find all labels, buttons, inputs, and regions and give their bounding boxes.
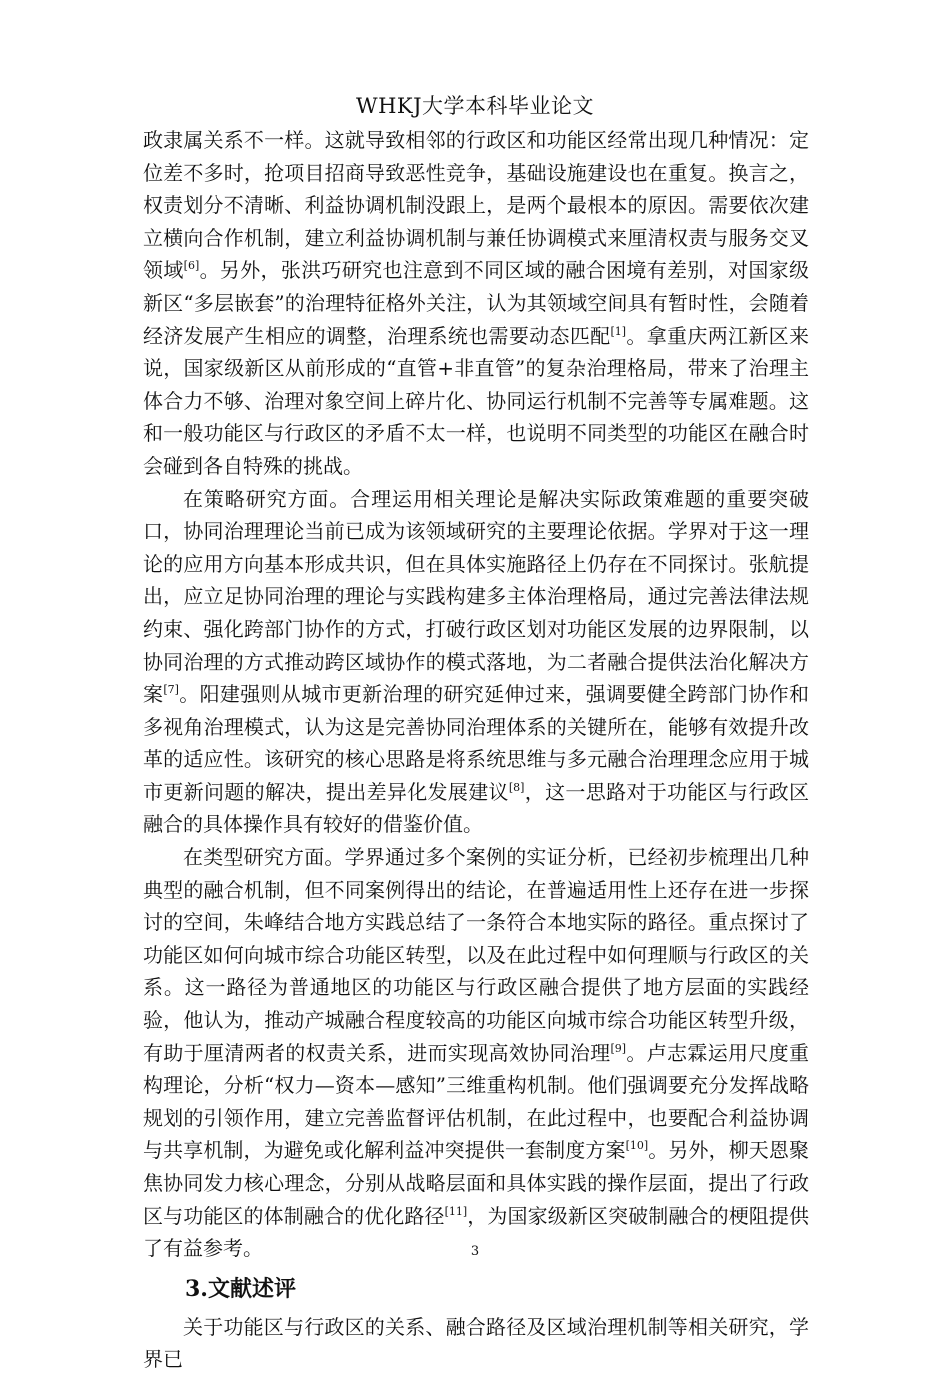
section-heading-literature-review: 3.文献述评 [185, 1275, 296, 1302]
paragraph-4: 关于功能区与行政区的关系、融合路径及区域治理机制等相关研究，学界已 [143, 1314, 809, 1372]
page-number: 3 [470, 1244, 480, 1259]
paragraph-2: 在策略研究方面。合理运用相关理论是解决实际政策难题的重要突破口，协同治理理论当前已成为该领域研究的主要理论依据。学界对于这一理论的应用方向基本形成共识，但在具体实施路径上仍存在不同探讨。张航提出，应立足协同治理的理论与实践构建多主体治理格局，通过完善法律法规约束、强化跨部门协作的方式，打破行政区划对功能区发展的边界限制，以协同治理的方式推动跨区域协作的模式落地，为二者融合提供法治化解决方案[7]。阳建强则从城市更新治理的研究延伸过来，强调要健全跨部门协作和多视角治理模式，认为这是完善协同治理体系的关键所在，能够有效提升改革的适应性。该研究的核心思路是将系统思维与多元融合治理理念应用于城市更新问题的解决，提出差异化发展建议[8]，这一思路对于功能区与行政区融合的具体操作具有较好的借鉴价值。 [143, 486, 810, 837]
citation-7: [7] [163, 683, 179, 697]
citation-11: [11] [444, 1204, 468, 1218]
citation-9: [9] [610, 1041, 627, 1055]
citation-6: [6] [183, 259, 200, 273]
body-text [143, 124, 809, 1376]
citation-1: [1] [610, 324, 627, 338]
citation-10: [10] [625, 1139, 649, 1153]
paragraph-1: 政隶属关系不一样。这就导致相邻的行政区和功能区经常出现几种情况：定位差不多时，抢项目招商导致恶性竞争，基础设施建设也在重复。换言之，权责划分不清晰、利益协调机制没跟上，是两个最根本的原因。需要依次建立横向合作机制，建立利益协调机制与兼任协调模式来厘清权责与服务交叉领域[6]。另外，张洪巧研究也注意到不同区域的融合困境有差别，对国家级新区“多层嵌套”的治理特征格外关注，认为其领域空间具有暂时性，会随着经济发展产生相应的调整，治理系统也需要动态匹配[1]。拿重庆两江新区来说，国家级新区从前形成的“直管+非直管”的复杂治理格局，带来了治理主体合力不够、治理对象空间上碎片化、协同运行机制不完善等专属难题。这和一般功能区与行政区的矛盾不太一样，也说明不同类型的功能区在融合时会碰到各自特殊的挑战。 [143, 128, 810, 478]
running-header: WHKJ大学本科毕业论文 [355, 94, 594, 118]
citation-8: [8] [508, 780, 525, 794]
paragraph-3: 在类型研究方面。学界通过多个案例的实证分析，已经初步梳理出几种典型的融合机制，但不同案例得出的结论，在普遍适用性上还存在进一步探讨的空间，朱峰结合地方实践总结了一条符合本地实际的路径。重点探讨了功能区如何向城市综合功能区转型，以及在此过程中如何理顺与行政区的关系。这一路径为普通地区的功能区与行政区融合提供了地方层面的实践经验，他认为，推动产城融合程度较高的功能区向城市综合功能区转型升级，有助于厘清两者的权责关系，进而实现高效协同治理[9]。卢志霖运用尺度重构理论，分析“权力—资本—感知”三维重构机制。他们强调要充分发挥战略规划的引领作用，建立完善监督评估机制，在此过程中，也要配合利益协调与共享机制，为避免或化解利益冲突提供一套制度方案[10]。另外，柳天恩聚焦协同发力核心理念，分别从战略层面和具体实践的操作层面，提出了行政区与功能区的体制融合的优化路径[11]，为国家级新区突破制融合的梗阻提供了有益参考。 [143, 845, 810, 1261]
